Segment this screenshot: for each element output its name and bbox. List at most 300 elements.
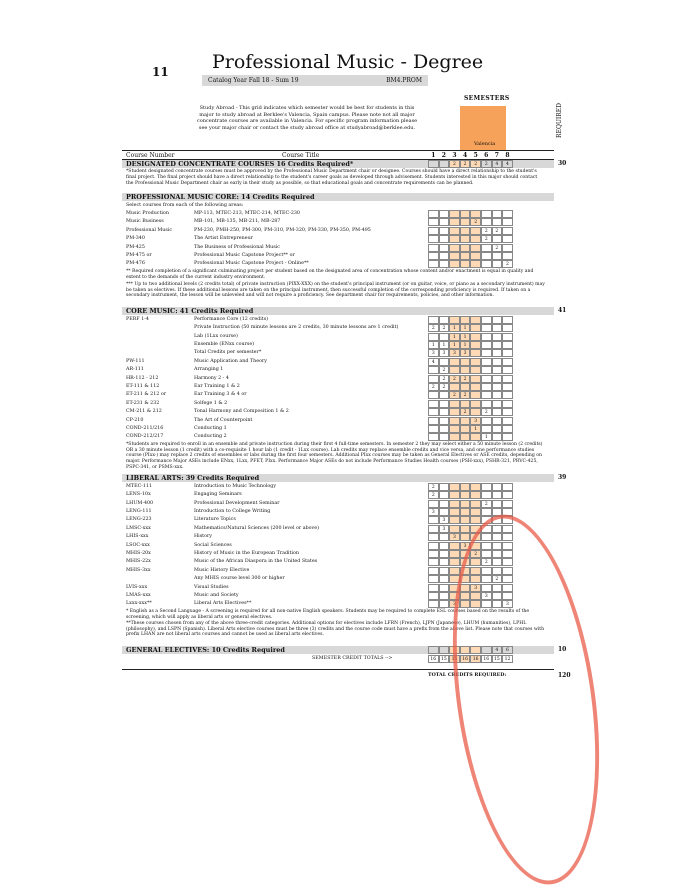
grid-cell [449,425,460,433]
grid-cell [439,425,450,433]
grid-cell [502,324,513,332]
grid-cell: 2 [428,324,439,332]
grid-cell [470,383,481,391]
grid-cell [449,358,460,366]
grid-cell: 1 [470,425,481,433]
grid-cell: 15 [492,655,503,663]
semester-grid [428,483,513,491]
grid-cell [460,400,471,408]
grid-cell: 2 [481,558,492,566]
grid-cell [439,575,450,583]
grid-cell [460,210,471,218]
semester-number: 6 [484,152,489,159]
grid-cell: 3 [449,533,460,541]
grid-cell: 2 [460,375,471,383]
grid-cell [460,525,471,533]
course-code: ET-231 & 232 [126,400,160,406]
grid-cell: 3 [428,349,439,357]
required-core-music: 41 [558,306,567,314]
course-title: Music and Society [194,593,239,598]
semester-grid [428,433,513,441]
grid-cell: 2 [502,260,513,268]
grid-cell [439,210,450,218]
grid-cell [492,433,503,441]
grid-cell [460,417,471,425]
grid-cell: 4 [492,160,503,168]
grid-cell: 3 [449,349,460,357]
course-code: Music Production [126,211,169,216]
grid-cell [449,316,460,324]
course-code: LVIS-xxx [126,584,148,590]
grid-cell [460,358,471,366]
grid-cell [449,400,460,408]
course-code: HR-112 - 212 [126,375,159,381]
grid-cell [439,646,450,654]
grid-cell [502,400,513,408]
grid-cell [460,383,471,391]
grid-cell [439,550,450,558]
grid-cell [428,425,439,433]
grid-cell [449,417,460,425]
course-title: Literature Topics [194,517,236,523]
grid-cell [481,366,492,374]
semester-grid [428,366,513,374]
course-code: Music Business [126,219,164,225]
semester-grid [428,349,513,357]
grid-cell [460,227,471,235]
course-title: MP-113, MTEC-213, MTEC-214, MTEC-230 [194,211,300,216]
grid-cell [470,508,481,516]
grid-cell [449,210,460,218]
grid-cell [460,218,471,226]
grid-cell [502,366,513,374]
liberal-note-2: **These courses chosen from any of the above three-credit categories. Additional options for electives include LFRN (French), LJPN (Japanese), LHUM (humanities), LPHL (philosophy), and LSPN (Spanish). Liberal Arts elective courses must be three (3) credits and the course code must have a prefix from the above list. Please note that courses with prefix LHAN are not liberal arts courses and cannot be used as liberal arts electives. [126,620,545,638]
grid-cell [502,333,513,341]
grid-cell [502,252,513,260]
valencia-label: Valencia [474,141,496,147]
grid-cell [428,252,439,260]
grid-cell: 2 [428,483,439,491]
grid-cell [502,383,513,391]
section-concentrate: DESIGNATED CONCENTRATE COURSES 16 Credits Required* [122,160,554,168]
course-code: Professional Music [126,227,173,233]
grid-cell [502,425,513,433]
semester-number: 5 [473,152,478,159]
grid-cell: 6 [502,646,513,654]
grid-cell [449,244,460,252]
grid-cell [481,358,492,366]
grid-cell [502,500,513,508]
grid-cell [481,218,492,226]
grid-cell [502,408,513,416]
grid-cell [492,316,503,324]
grid-cell [428,417,439,425]
grid-cell [428,567,439,575]
concentrate-note: *Student designated concentrate courses must be approved by the Professional Music Department chair or designee. Courses should have a direct relationship to the student's final project. The final project should have a direct relationship to the student's career goals as developed through advisement. Students interested in this major should contact the Professional Music Department chair as early in their study as possible, so that educational goals and concentrate requirements can be planned. [126,169,538,186]
grid-cell [428,533,439,541]
grid-cell [470,391,481,399]
course-code: PM-475 or [126,253,152,258]
semester-number: 2 [441,152,446,159]
semester-grid [428,391,513,399]
grid-cell [492,500,503,508]
grid-cell: 2 [492,575,503,583]
course-title: Any MHIS course level 300 or higher [194,576,285,582]
course-title: Arranging 1 [194,367,224,373]
grid-cell [439,542,450,550]
grid-cell [470,358,481,366]
grid-cell [428,575,439,583]
grid-cell [481,333,492,341]
grid-cell: 3 [460,349,471,357]
grid-cell [470,500,481,508]
grid-cell: 2 [481,160,492,168]
grid-cell [439,592,450,600]
course-title: Professional Music Capstone Project - Online** [194,261,309,267]
semester-number: 8 [505,152,510,159]
grid-cell: 3 [439,516,450,524]
semester-grid [428,491,513,499]
grid-cell [481,508,492,516]
grid-cell [502,375,513,383]
semester-totals-label: SEMESTER CREDIT TOTALS --> [312,655,393,661]
course-code: LHUM-400 [126,500,154,506]
page-number: 11 [152,65,169,79]
grid-cell: 2 [481,500,492,508]
grid-cell: 3 [481,592,492,600]
grid-cell [439,491,450,499]
grid-cell [439,433,450,441]
grid-cell [492,483,503,491]
grid-cell: 1 [460,341,471,349]
course-title: Conducting 2 [194,434,227,440]
grid-cell [428,525,439,533]
semester-grid [428,425,513,433]
grid-cell [428,542,439,550]
liberal-note-1: * English as a Second Language - A screening is required for all non-native English speakers. Students may be required to complete ESL courses based on the results of the screening, which will apply as liberal arts or general electives. [126,608,530,620]
course-code: PM-340 [126,236,145,242]
grid-cell [502,316,513,324]
semester-grid [428,333,513,341]
course-code: LSOC-xxx [126,542,150,548]
grid-cell [449,408,460,416]
course-code: LENG-223 [126,517,152,523]
grid-cell [460,425,471,433]
grid-cell [449,235,460,243]
semester-grid [428,417,513,425]
grid-cell [492,252,503,260]
grid-cell [481,244,492,252]
grid-cell: 4 [502,160,513,168]
grid-cell [470,227,481,235]
grid-cell [470,366,481,374]
grid-cell: 1 [449,324,460,332]
grid-cell: 2 [449,375,460,383]
grid-cell: 2 [460,408,471,416]
grid-cell [470,252,481,260]
grid-cell: 2 [439,383,450,391]
course-title: Social Sciences [194,542,232,548]
course-title: Music History Elective [194,567,250,573]
grid-cell [502,210,513,218]
course-title-header: Course Title [282,152,320,159]
semester-number: 4 [462,152,468,159]
required-concentrate: 30 [558,160,567,167]
course-title: Introduction to College Writing [194,509,271,514]
grid-cell [428,600,439,608]
section-general-electives: GENERAL ELECTIVES: 10 Credits Required [122,646,554,654]
semester-grid [428,260,513,268]
grid-cell: 3 [439,525,450,533]
grid-cell: 12 [502,655,513,663]
grid-cell [502,341,513,349]
grid-cell: 2 [460,391,471,399]
course-code: PM-425 [126,244,145,250]
grid-cell [428,558,439,566]
course-code: MHIS-3xx [126,567,151,573]
grid-cell: 1 [481,433,492,441]
grid-cell [428,408,439,416]
grid-cell: 2 [481,235,492,243]
course-code: LMAS-xxx [126,593,151,598]
grid-cell: 3 [439,349,450,357]
grid-cell [449,558,460,566]
grid-cell [470,260,481,268]
degree-worksheet [122,43,570,843]
course-code: LENG-111 [126,509,152,514]
grid-cell [492,260,503,268]
grid-cell [449,252,460,260]
grid-cell [428,235,439,243]
semester-grid [428,400,513,408]
course-title: Performance Core (12 credits) [194,316,269,322]
course-code: PERF 1-4 [126,316,149,322]
catalog-year: Catalog Year Fall 18 - Sum 19 [208,77,299,84]
grid-cell [439,408,450,416]
grid-cell [428,366,439,374]
grid-cell [428,400,439,408]
grid-cell [439,235,450,243]
grid-cell [481,210,492,218]
semester-grid [428,210,513,218]
grid-cell [502,349,513,357]
grid-cell [428,210,439,218]
semester-grid [428,218,513,226]
semester-number: 7 [494,152,499,159]
grid-cell [449,516,460,524]
course-title: Engaging Seminars [194,492,242,498]
grid-cell [428,160,439,168]
course-title: Total Credits per semester* [194,350,262,356]
semester-grid [428,244,513,252]
course-code: ET-211 & 212 or [126,392,167,398]
grid-cell: 2 [460,160,471,168]
grid-cell [428,227,439,235]
degree-code: BM4.PROM [386,77,422,84]
grid-cell [470,333,481,341]
required-liberal-arts: 39 [558,473,567,481]
course-title: Ensemble (ENxx course) [194,342,255,347]
grid-cell [428,550,439,558]
grid-cell [492,349,503,357]
grid-cell: 15 [449,655,460,663]
grid-cell: 16 [481,655,492,663]
grid-cell [439,483,450,491]
grid-cell [428,218,439,226]
grid-cell [460,533,471,541]
semester-grid [428,358,513,366]
grid-cell [428,500,439,508]
grid-cell: 1 [460,333,471,341]
grid-cell [428,592,439,600]
grid-cell [481,324,492,332]
grid-cell: 2 [492,227,503,235]
course-title: MB-101, MB-135, MB-211, MB-287 [194,219,281,225]
grid-cell [481,400,492,408]
course-code: COND-212/217 [126,434,164,440]
grid-cell [460,366,471,374]
semester-grid [428,316,513,324]
grid-cell [492,491,503,499]
grid-cell: 2 [481,227,492,235]
grid-cell [470,244,481,252]
course-title: Mathematics/Natural Sciences (200 level or above) [194,525,319,531]
grid-cell [460,491,471,499]
grid-cell [492,366,503,374]
grid-cell: 2 [470,160,481,168]
grid-cell [439,500,450,508]
required-label: REQUIRED [556,103,563,138]
grid-cell [428,316,439,324]
course-title: Harmony 2 - 4 [194,375,229,381]
grid-cell [502,433,513,441]
grid-cell [449,491,460,499]
semester-grid [428,235,513,243]
course-code: MHIS-22x [126,559,151,565]
course-title: Tonal Harmony and Composition 1 & 2 [194,409,289,415]
course-title: Professional Music Capstone Project** or [194,253,295,258]
grid-cell: 3 [449,600,460,608]
grid-cell: 2 [470,218,481,226]
course-title: Ear Training 1 & 2 [194,384,240,389]
grid-cell [481,383,492,391]
grid-cell [470,316,481,324]
grid-cell [492,358,503,366]
grid-cell: 1 [449,333,460,341]
grid-cell: 2 [439,366,450,374]
semesters-heading: SEMESTERS [464,95,510,102]
grid-cell [449,366,460,374]
semester-grid [428,408,513,416]
grid-cell [460,508,471,516]
course-code: AR-111 [126,367,144,373]
course-title: PM-230, PMH-250, PM-300, PM-310, PM-320, PM-330, PM-350, PM-495 [194,227,371,233]
grid-cell [460,252,471,260]
grid-cell [481,417,492,425]
total-credits-label: TOTAL CREDITS REQUIRED: [428,671,507,678]
course-title: The Business of Professional Music [194,244,280,250]
grid-cell [439,333,450,341]
grid-cell [449,218,460,226]
grid-cell: 2 [428,491,439,499]
grid-cell [492,375,503,383]
semester-grid [428,500,513,508]
section-liberal-arts: LIBERAL ARTS: 39 Credits Required [122,474,554,482]
grid-cell: 16 [470,655,481,663]
grid-cell [481,483,492,491]
grid-cell [449,483,460,491]
semester-grid [428,160,513,168]
grid-cell: 2 [439,375,450,383]
grid-cell [460,244,471,252]
grid-cell [439,508,450,516]
grid-cell [492,391,503,399]
grid-cell [492,235,503,243]
semester-number-row [428,152,513,159]
grid-cell [470,516,481,524]
grid-cell: 2 [439,324,450,332]
grid-cell [428,646,439,654]
grid-cell [492,383,503,391]
semester-number: 1 [431,152,436,159]
grid-cell [481,375,492,383]
course-code: MHIS-20x [126,551,151,556]
course-code: MTEC-111 [126,483,153,489]
grid-cell [449,227,460,235]
grid-cell [502,491,513,499]
grid-cell: 15 [439,655,450,663]
grid-cell [492,425,503,433]
course-code: PW-111 [126,358,145,364]
grid-cell [481,341,492,349]
grid-cell: 1 [449,341,460,349]
grid-cell [439,567,450,575]
grid-cell [449,567,460,575]
required-general-electives: 10 [558,645,567,653]
select-note: Select courses from each of the following areas: [126,203,244,208]
grid-cell [439,160,450,168]
grid-cell [481,316,492,324]
course-title: History of Music in the European Tradition [194,551,299,556]
course-title: Solfege 1 & 2 [194,400,228,406]
grid-cell [428,584,439,592]
grid-cell [449,542,460,550]
grid-cell [428,244,439,252]
grid-cell [460,516,471,524]
grid-cell [492,408,503,416]
catalog-bar [202,75,428,86]
core-note-2: *** Up to two additional levels (2 credits total) of private instruction (PIXX-XXX) on the student's principal instrument (or on guitar, voice, or piano as a secondary instrument) may be taken as electives. If these additional lessons are taken on the principal instrument, then successful completion of the corresponding proficiency is required. If taken on a secondary instrument, the lesson will be unleveled and will not require a proficiency. See department chair for requirements, policies, and other information. [126,281,545,299]
grid-cell: 16 [460,655,471,663]
grid-cell [460,235,471,243]
grid-cell: 3 [502,600,513,608]
grid-cell [439,218,450,226]
grid-cell [460,500,471,508]
course-title: Introduction to Music Technology [194,483,277,489]
grid-cell: 4 [428,358,439,366]
grid-cell [470,491,481,499]
course-title: Ear Training 3 & 4 or [194,392,247,398]
grid-cell [439,316,450,324]
grid-cell: 3 [460,542,471,550]
grid-cell [449,508,460,516]
course-code: ET-111 & 112 [126,384,160,389]
grid-cell [439,584,450,592]
grid-cell [460,433,471,441]
course-code: LMSC-xxx [126,525,151,531]
course-title: Music of the African Diaspora in the United States [194,559,318,565]
grid-cell [449,550,460,558]
